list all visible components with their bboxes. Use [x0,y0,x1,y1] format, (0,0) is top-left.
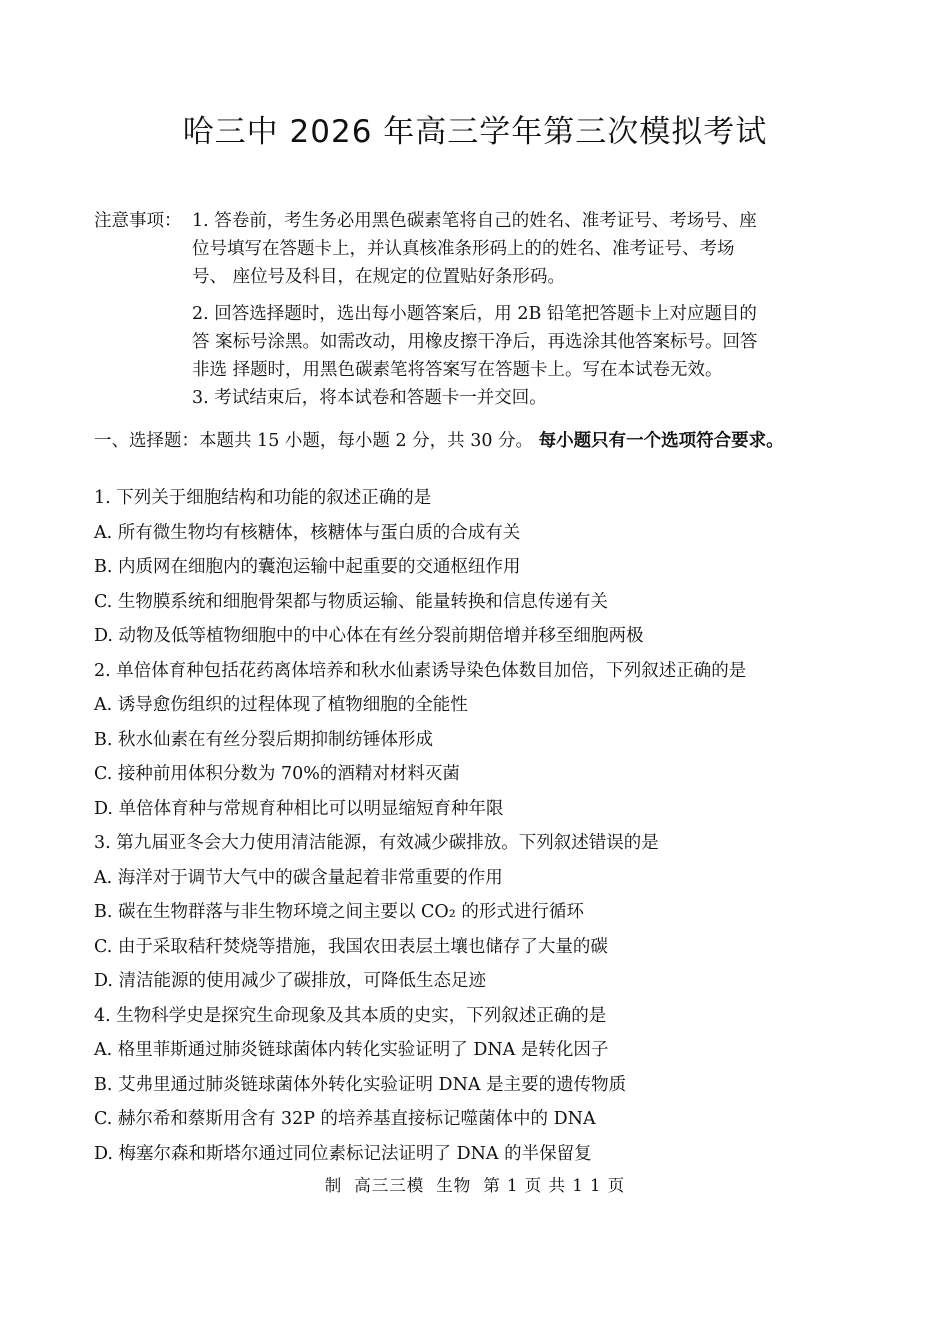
question-option: B. 内质网在细胞内的囊泡运输中起重要的交通枢纽作用 [94,557,521,577]
question-option: C. 生物膜系统和细胞骨架都与物质运输、能量转换和信息传递有关 [94,591,608,612]
question-option: D. 清洁能源的使用减少了碳排放，可降低生态足迹 [94,971,487,991]
footer-left: 制 [324,1176,343,1195]
question-stem: 2. 单倍体育种包括花药离体培养和秋水仙素诱导染色体数目加倍，下列叙述正确的是 [94,660,747,681]
question-option: C. 由于采取秸秆焚烧等措施，我国农田表层土壤也储存了大量的碳 [94,936,608,957]
question-stem: 1. 下列关于细胞结构和功能的叙述正确的是 [94,488,432,508]
question-option: A. 诱导愈伤组织的过程体现了植物细胞的全能性 [94,695,468,715]
question-option: A. 格里菲斯通过肺炎链球菌体内转化实验证明了 DNA 是转化因子 [94,1040,609,1060]
notice-line: 位号填写在答题卡上，并认真核准条形码上的的姓名、准考证号、考场 [192,239,735,259]
question-option: D. 单倍体育种与常规育种相比可以明显缩短育种年限 [94,798,504,819]
question-option: C. 赫尔希和蔡斯用含有 32P 的培养基直接标记噬菌体中的 DNA [94,1109,596,1129]
notice-line: 2. 回答选择题时，选出每小题答案后，用 2B 铅笔把答题卡上对应题目的 [192,304,757,324]
question-option: C. 接种前用体积分数为 70%的酒精对材料灭菌 [94,764,460,784]
page-title: 哈三中 2026 年高三学年第三次模拟考试 [182,114,768,150]
notice-line: 3. 考试结束后，将本试卷和答题卡一并交回。 [192,388,547,408]
notice-line: 号、 座位号及科目，在规定的位置贴好条形码。 [192,267,566,287]
question-option: D. 动物及低等植物细胞中的中心体在有丝分裂前期倍增并移至细胞两极 [94,626,644,646]
notice-line: 1. 答卷前，考生务必用黑色碳素笔将自己的姓名、准考证号、考场号、座 [192,211,757,231]
question-option: A. 所有微生物均有核糖体，核糖体与蛋白质的合成有关 [94,522,521,543]
question-stem: 3. 第九届亚冬会大力使用清洁能源，有效减少碳排放。下列叙述错误的是 [94,833,659,853]
page-footer [0,1172,950,1196]
question-stem: 4. 生物科学史是探究生命现象及其本质的史实，下列叙述正确的是 [94,1005,607,1026]
notice-label: 注意事项： [94,211,182,231]
question-list [94,485,854,1175]
question-option: A. 海洋对于调节大气中的碳含量起着非常重要的作用 [94,867,503,888]
question-option: B. 艾弗里通过肺炎链球菌体外转化实验证明 DNA 是主要的遗传物质 [94,1074,627,1095]
section-heading [94,428,839,454]
footer-subject: 生物 [436,1176,472,1195]
section-instruction: 每小题只有一个选项符合要求。 [538,431,784,451]
question-option: B. 秋水仙素在有丝分裂后期抑制纺锤体形成 [94,729,433,750]
notice-line: 答 案标号涂黑。如需改动，用橡皮擦干净后，再选涂其他答案标号。回答 [192,332,758,352]
question-option: B. 碳在生物群落与非生物环境之间主要以 CO₂ 的形式进行循环 [94,902,584,922]
footer-exam: 高三三模 [354,1176,425,1195]
footer-page-number: 第 1 页 共 1 1 页 [483,1176,626,1195]
question-option: D. 梅塞尔森和斯塔尔通过同位素标记法证明了 DNA 的半保留复 [94,1143,592,1164]
section-intro: 一、选择题：本题共 15 小题，每小题 2 分，共 30 分。 [94,431,539,451]
notice-body [192,207,837,412]
notice-line: 非选 择题时，用黑色碳素笔将答案写在答题卡上。写在本试卷无效。 [192,360,723,380]
